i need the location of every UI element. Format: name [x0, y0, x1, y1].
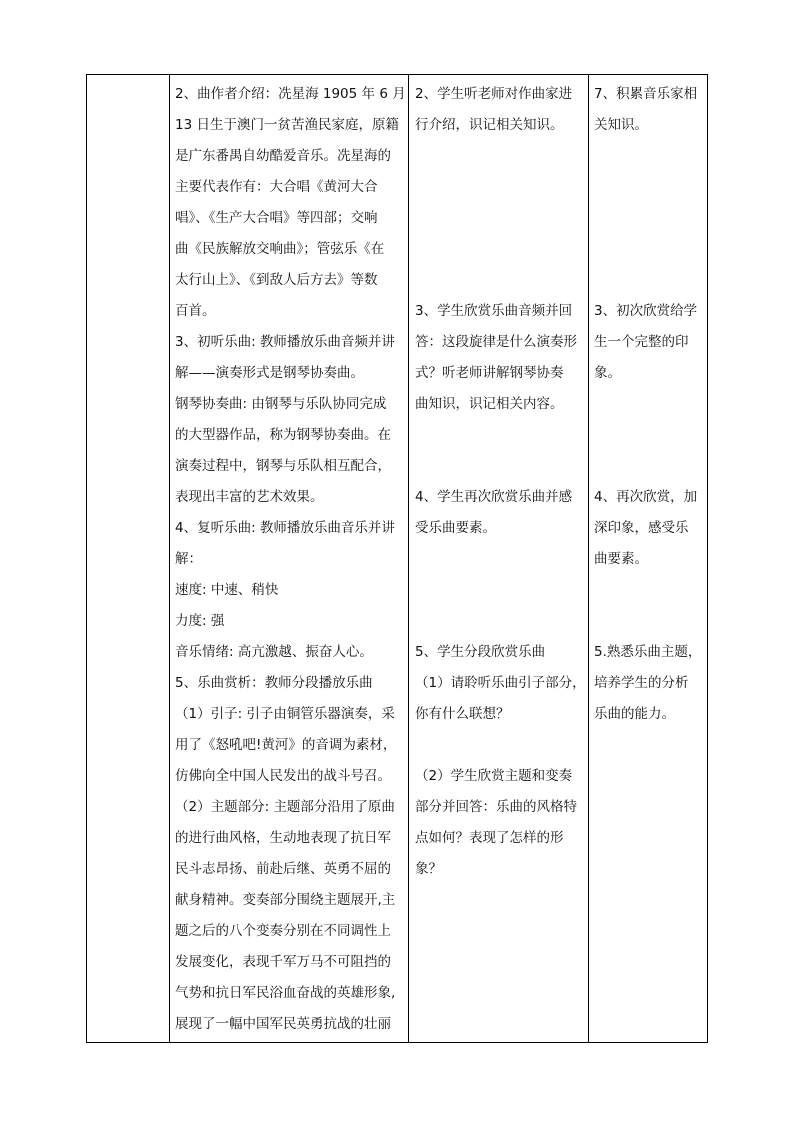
text-line: 钢琴协奏曲: 由钢琴与乐队协同完成	[175, 396, 387, 412]
text-line: 发展变化，表现千军万马不可阻挡的	[175, 954, 391, 970]
column-divider	[408, 75, 409, 1042]
text-line: 仿佛向全中国人民发出的战斗号召。	[175, 768, 391, 784]
text-line: 受乐曲要素。	[415, 520, 496, 536]
text-line: 5.熟悉乐曲主题，	[594, 644, 702, 660]
teacher-activity-column	[175, 75, 405, 1042]
text-line: 答：这段旋律是什么演奏形	[415, 334, 577, 350]
text-line: 5、乐曲赏析：教师分段播放乐曲	[175, 675, 373, 691]
text-line: 点如何？表现了怎样的形	[415, 830, 564, 846]
column-divider	[588, 75, 589, 1042]
text-line: 13 日生于澳门一贫苦渔民家庭，原籍	[175, 117, 399, 133]
text-line: 4、再次欣赏，加	[594, 489, 698, 505]
text-line: 演奏过程中，钢琴与乐队相互配合，	[175, 458, 391, 474]
text-line: 4、学生再次欣赏乐曲并感	[415, 489, 573, 505]
text-line: 曲《民族解放交响曲》；管弦乐《在	[175, 241, 385, 257]
student-activity-column	[415, 75, 585, 1042]
text-line: 培养学生的分析	[594, 675, 689, 691]
column-divider	[169, 75, 170, 1042]
text-line: （1）引子: 引子由铜管乐器演奏，采	[175, 706, 395, 722]
text-line: 的大型器作品，称为钢琴协奏曲。在	[175, 427, 391, 443]
design-intent-column	[594, 75, 706, 1042]
text-line: （1）请聆听乐曲引子部分，	[415, 675, 586, 691]
text-line: 曲知识，识记相关内容。	[415, 396, 564, 412]
text-line: 解：	[175, 551, 202, 567]
text-line: 象？	[415, 861, 442, 877]
text-line: 2、学生听老师对作曲家进	[415, 86, 573, 102]
text-line: 主要代表作有：大合唱《黄河大合	[175, 179, 378, 195]
text-line: （2）主题部分: 主题部分沿用了原曲	[175, 799, 395, 815]
text-line: 式？听老师讲解钢琴协奏	[415, 365, 564, 381]
text-line: 用了《怒吼吧!黄河》的音调为素材，	[175, 737, 397, 753]
empty-first-column	[87, 75, 169, 1042]
text-line: 你有什么联想？	[415, 706, 510, 722]
text-line: 音乐情绪: 高亢激越、振奋人心。	[175, 644, 373, 660]
text-line: 献身精神。变奏部分围绕主题展开,主	[175, 892, 396, 908]
text-line: 深印象，感受乐	[594, 520, 689, 536]
text-line: 3、初次欣赏给学	[594, 303, 698, 319]
text-line: 部分并回答：乐曲的风格特	[415, 799, 577, 815]
text-line: 百首。	[175, 303, 216, 319]
text-line: 5、学生分段欣赏乐曲	[415, 644, 546, 660]
text-line: 是广东番禺自幼酷爱音乐。冼星海的	[175, 148, 391, 164]
text-line: 表现出丰富的艺术效果。	[175, 489, 324, 505]
text-line: 3、初听乐曲: 教师播放乐曲音频并讲	[175, 334, 395, 350]
lesson-plan-table	[86, 74, 708, 1043]
text-line: 民斗志昂扬、前赴后继、英勇不屈的	[175, 861, 391, 877]
text-line: 曲要素。	[594, 551, 648, 567]
text-line: 4、复听乐曲: 教师播放乐曲音乐并讲	[175, 520, 395, 536]
text-line: 关知识。	[594, 117, 648, 133]
text-line: 象。	[594, 365, 621, 381]
text-line: （2）学生欣赏主题和变奏	[415, 768, 573, 784]
text-line: 3、学生欣赏乐曲音频并回	[415, 303, 573, 319]
text-line: 行介绍，识记相关知识。	[415, 117, 564, 133]
text-line: 7、积累音乐家相	[594, 86, 698, 102]
text-line: 生一个完整的印	[594, 334, 689, 350]
text-line: 气势和抗日军民浴血奋战的英雄形象,	[175, 985, 396, 1001]
text-line: 力度: 强	[175, 613, 225, 629]
text-line: 乐曲的能力。	[594, 706, 675, 722]
text-line: 唱》、《生产大合唱》等四部；交响	[175, 210, 378, 226]
text-line: 展现了一幅中国军民英勇抗战的壮丽	[175, 1016, 391, 1032]
text-line: 题之后的八个变奏分别在不同调性上	[175, 923, 391, 939]
text-line: 2、曲作者介绍：冼星海 1905 年 6 月	[175, 86, 406, 102]
text-line: 的进行曲风格，生动地表现了抗日军	[175, 830, 391, 846]
text-line: 速度: 中速、稍快	[175, 582, 279, 598]
text-line: 太行山上》、《到敌人后方去》等数	[175, 272, 378, 288]
text-line: 解——演奏形式是钢琴协奏曲。	[175, 365, 364, 381]
